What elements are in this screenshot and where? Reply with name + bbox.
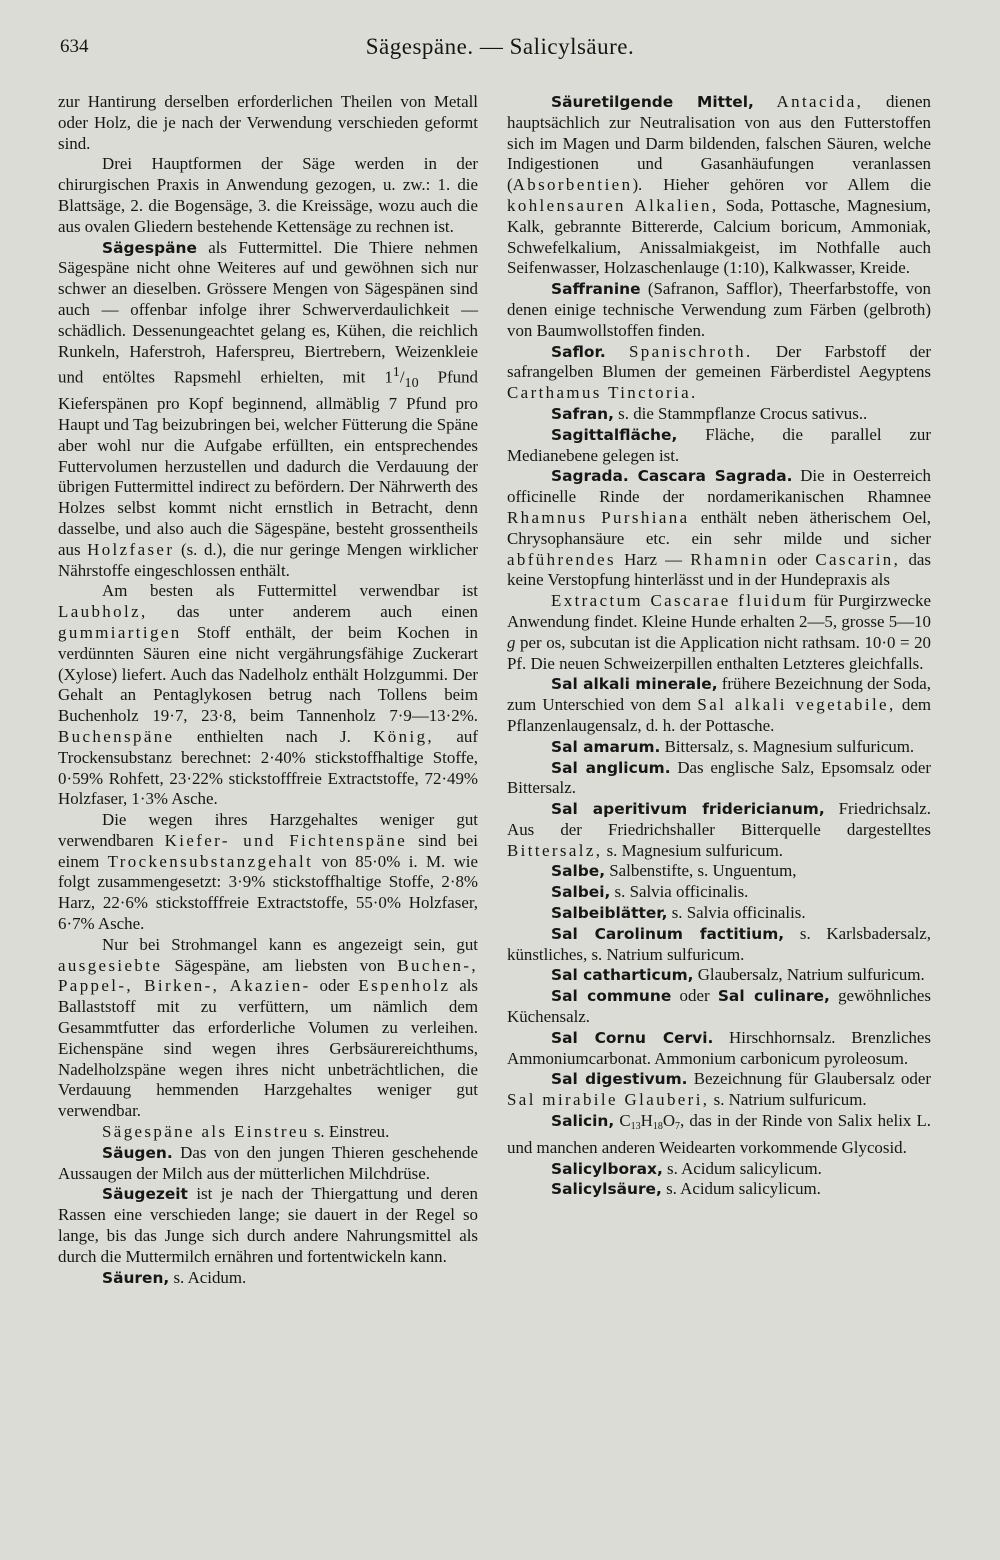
- headword: Salbei,: [551, 883, 611, 902]
- headword: Salbe,: [551, 862, 606, 881]
- entry-safran: Safran, s. die Stammpflanze Crocus sativus..: [551, 403, 868, 423]
- entry-salicin: Salicin, $C_{13}H_{18}O_7$, das in der Rinde von Salix helix L. und manchen anderen Weidearten vorkommende Glycosid.: [507, 1111, 931, 1157]
- headword: Sägespäne: [102, 238, 197, 257]
- entry-sagittalflaeche: Sagittalfläche, Fläche, die parallel zur Medianebene gelegen ist.: [507, 424, 931, 465]
- headword: Sal Carolinum factitium,: [551, 924, 785, 943]
- headword: Sal commune: [551, 987, 672, 1006]
- entry-saflor: Saflor. Spanischroth. Der Farbstoff der safrangelben Blumen der gemeinen Färberdistel Aegyptens Carthamus Tinctoria.: [507, 341, 931, 403]
- paragraph: Sägespäne als Einstreu s. Einstreu.: [102, 1122, 390, 1142]
- entry-salbeiblaetter: Salbeiblätter, s. Salvia officinalis.: [551, 903, 806, 923]
- entry-saeuretilgende-mittel: Säuretilgende Mittel, Antacida, dienen hauptsächlich zur Neutralisation von aus den Futterstoffen sich im Magen und Darm bildenden, falschen Säuren, welche Indigestionen und Gasanhäufungen veranlassen (Absorbentien). Hieher gehören vor Allem die kohlensauren Alkalien, Soda, Pottasche, Magnesium, Kalk, gebrannte Bittererde, Calcium boricum, Ammoniak, Schwefelkalium, Anissalmiakgeist, im Nothfalle auch Seifenwasser, Holzaschenlauge (1:10), Kalkwasser, Kreide.: [507, 92, 931, 278]
- paragraph: Drei Hauptformen der Säge werden in der chirurgischen Praxis in Anwendung gezogen, u. zw.: 1. die Blattsäge, 2. die Bogensäge, 3. die Kreissäge, wozu auch die aus ovalen Gliedern bestehende Kettensäge zu rechnen ist.: [58, 154, 478, 236]
- entry-saeugezeit: Säugezeit ist je nach der Thiergattung und deren Rassen eine verschieden lange; sie dauert in der Regel so lange, bis das Junge sich durch andere Nahrungsmittel als durch die Muttermilch ernähren und fortentwickeln kann.: [58, 1184, 478, 1266]
- entry-saegespaene: Sägespäne als Futtermittel. Die Thiere nehmen Sägespäne nicht ohne Weiteres auf und gewöhnen sich nur schwer an dieselben. Grössere Mengen von Sägespänen sind auch — offenbar infolge ihrer Schwerverdaulichkeit — schädlich. Dessenungeachtet gelang es, Kühen, die reichlich Runkeln, Haferstroh, Haferspreu, Biertrebern, Weizenkleie und entöltes Rapsmehl erhielten, mit $1^1/_{10}$ Pfund Kieferspänen pro Kopf beginnend, allmäblig 7 Pfund pro Haupt und Tag beizubringen bei, welcher Fütterung die Späne aber wohl nur die Aufgabe erfüllten, ein entsprechendes Futtervolumen herzustellen und dadurch die Verdauung der übrigen Futtermittel indirect zu befördern. Der Nährwerth des Holzes selbst kommt nicht ernstlich in Betracht, denn dasselbe, und also auch die Sägespäne, besteht grossentheils aus Holzfaser (s. d.), die nur geringe Mengen wirklicher Nährstoffe eingeschlossen enthält.: [58, 237, 478, 580]
- paragraph: zur Hantirung derselben erforderlichen Theilen von Metall oder Holz, die je nach der Verwendung verschieden geformt sind.: [58, 92, 478, 153]
- entry-sal-carolinum: Sal Carolinum factitium, s. Karlsbadersalz, künstliches, s. Natrium sulfuricum.: [507, 923, 931, 964]
- headword: Säuretilgende Mittel,: [551, 93, 754, 111]
- headword: Sagittalfläche,: [551, 425, 678, 444]
- headword: Sal culinare,: [717, 987, 830, 1006]
- entry-salbe: Salbe, Salbenstifte, s. Unguentum,: [551, 861, 797, 881]
- paragraph: Die wegen ihres Harzgehaltes weniger gut verwendbaren Kiefer- und Fichtenspäne sind bei einem Trockensubstanzgehalt von 85·0% i. M. wie folgt zusammengesetzt: 3·9% stickstoffhaltige Stoffe, 2·8% Harz, 22·6% stickstofffreie Extractstoffe, 55·0% Holzfaser, 6·7% Asche.: [58, 810, 478, 934]
- entry-sagrada: Sagrada. Cascara Sagrada. Die in Oesterreich officinelle Rinde der nordamerikanischen Rhamnee Rhamnus Purshiana enthält neben ätherischem Oel, Chrysophansäure etc. ein sehr milde und sicher abführendes Harz — Rhamnin oder Cascarin, das keine Verstopfung hinterlässt und in der Hundepraxis als: [507, 466, 931, 590]
- entry-salbei: Salbei, s. Salvia officinalis.: [551, 882, 749, 902]
- entry-sal-cornu-cervi: Sal Cornu Cervi. Hirschhornsalz. Brenzliches Ammoniumcarbonat. Ammonium carbonicum pyroleosum.: [507, 1027, 931, 1068]
- left-column: [58, 92, 478, 1288]
- entry-saeuren: Säuren, s. Acidum.: [102, 1267, 247, 1287]
- headword: Sal amarum.: [551, 737, 661, 756]
- entry-sal-amarum: Sal amarum. Bittersalz, s. Magnesium sulfuricum.: [551, 736, 915, 756]
- headword: Säugezeit: [102, 1185, 188, 1204]
- headword: Säuren,: [102, 1268, 170, 1287]
- headword: Saflor.: [551, 342, 606, 361]
- entry-sal-catharticum: Sal catharticum, Glaubersalz, Natrium sulfuricum.: [551, 965, 925, 985]
- headword: Salicylborax,: [551, 1159, 663, 1178]
- right-column: [507, 92, 931, 1200]
- entry-saffranine: Saffranine (Safranon, Safflor), Theerfarbstoffe, von denen einige technische Verwendung zum Färben (gelbroth) von Baumwollstoffen finden.: [507, 279, 931, 340]
- headword: Salicin,: [551, 1112, 615, 1131]
- running-head: Sägespäne. — Salicylsäure.: [365, 34, 635, 59]
- headword: Sal digestivum.: [551, 1070, 688, 1089]
- headword: Sal aperitivum fridericianum,: [551, 800, 825, 819]
- paragraph: Am besten als Futtermittel verwendbar ist Laubholz, das unter anderem auch einen gummiartigen Stoff enthält, der beim Kochen in verdünnten Säuren eine nicht vergährungsfähige Zuckerart (Xylose) liefert. Auch das Nadelholz enthält Holzgummi. Der Gehalt an Pentaglykosen betrug nach Tollens beim Buchenholz 19·7, 23·8, beim Tannenholz 7·9—13·2%. Buchenspäne enthielten nach J. König, auf Trockensubstanz berechnet: 2·40% stickstoffhaltige Stoffe, 0·59% Rohfett, 23·22% stickstofffreie Extractstoffe, 72·49% Holzfaser, 1·3% Asche.: [58, 581, 478, 809]
- headword: Salicylsäure,: [551, 1180, 662, 1199]
- headword: Sal catharticum,: [551, 966, 694, 985]
- entry-saeugen: Säugen. Das von den jungen Thieren geschehende Aussaugen der Milch aus der mütterlichen Milchdrüse.: [58, 1142, 478, 1183]
- entry-sal-aperitivum: Sal aperitivum fridericianum, Friedrichsalz. Aus der Friedrichshaller Bitterquelle dargestelltes Bittersalz, s. Magnesium sulfuricum.: [507, 799, 931, 860]
- page-number: 634: [60, 36, 89, 57]
- headword: Sal alkali minerale,: [551, 675, 718, 694]
- entry-salicylsaeure: Salicylsäure, s. Acidum salicylicum.: [551, 1179, 821, 1199]
- headword: Safran,: [551, 404, 614, 423]
- headword: Salbeiblätter,: [551, 904, 668, 923]
- headword: Sagrada. Cascara Sagrada.: [551, 467, 793, 486]
- headword: Sal anglicum.: [551, 758, 671, 777]
- entry-salicylborax: Salicylborax, s. Acidum salicylicum.: [551, 1158, 822, 1178]
- entry-sal-commune: Sal commune oder Sal culinare, gewöhnliches Küchensalz.: [507, 986, 931, 1027]
- paragraph: Nur bei Strohmangel kann es angezeigt sein, gut ausgesiebte Sägespäne, am liebsten von Buchen-, Pappel-, Birken-, Akazien- oder Espenholz als Ballaststoff mit zu verfüttern, um nämlich dem Gesammtfutter das erforderliche Volumen zu verleihen. Eichenspäne sind wegen ihres Gerbsäurereichthums, Nadelholzspäne wegen ihres nicht unbeträchtlichen, die Verdauung hemmenden Harzgehaltes weniger gut verwendbar.: [58, 934, 478, 1121]
- entry-sal-anglicum: Sal anglicum. Das englische Salz, Epsomsalz oder Bittersalz.: [507, 757, 931, 798]
- entry-sal-alkali-minerale: Sal alkali minerale, frühere Bezeichnung der Soda, zum Unterschied von dem Sal alkali vegetabile, dem Pflanzenlaugensalz, d. h. der Pottasche.: [507, 674, 931, 735]
- paragraph: Extractum Cascarae fluidum für Purgirzwecke Anwendung findet. Kleine Hunde erhalten 2—5, grosse 5—10 g per os, subcutan ist die Application nicht rathsam. 10·0 = 20 Pf. Die neuen Schweizerpillen enthalten Letzteres gleichfalls.: [507, 591, 931, 673]
- headword: Sal Cornu Cervi.: [551, 1028, 714, 1047]
- headword: Saffranine: [551, 280, 641, 299]
- headword: Säugen.: [102, 1143, 173, 1162]
- entry-sal-digestivum: Sal digestivum. Bezeichnung für Glaubersalz oder Sal mirabile Glauberi, s. Natrium sulfuricum.: [507, 1069, 931, 1110]
